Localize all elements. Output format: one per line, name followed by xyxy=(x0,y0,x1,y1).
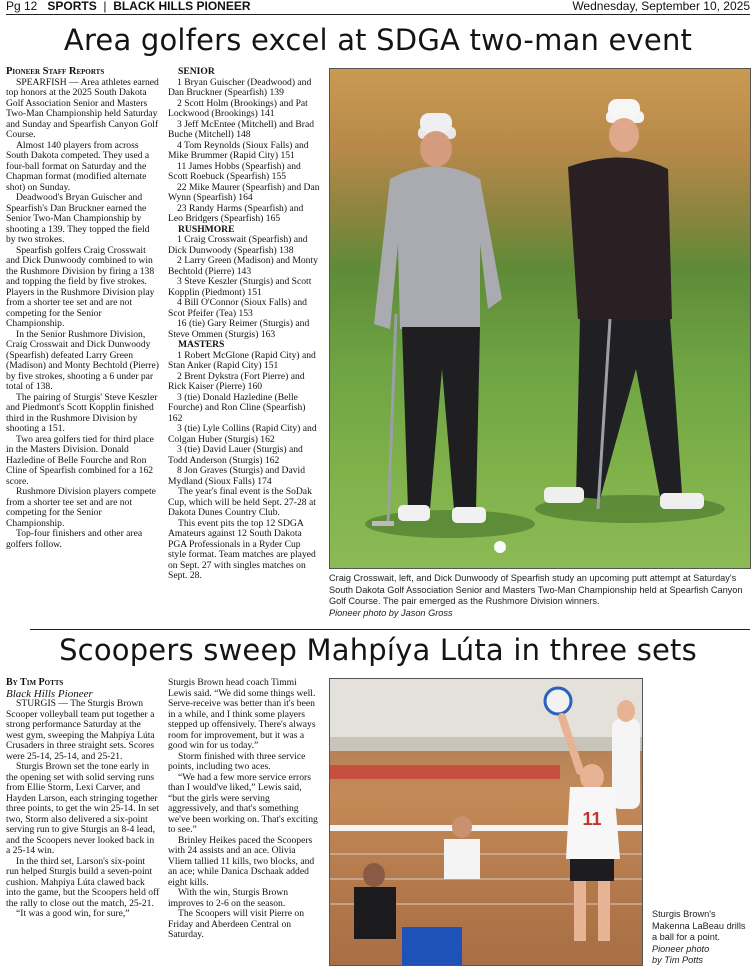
golfers-illustration xyxy=(330,69,751,569)
paragraph: 22 Mike Maurer (Spearfish) and Dan Wynn (Spearfish) 164 xyxy=(168,181,320,203)
paragraph: 2 Scott Holm (Brookings) and Pat Lockwood (Brookings) 141 xyxy=(168,97,308,119)
volleyball-photo xyxy=(329,678,643,966)
folio-date: Wednesday, September 10, 2025 xyxy=(572,0,750,13)
folio-left xyxy=(6,0,251,13)
paragraph: Storm finished with three service points, including two aces. xyxy=(168,750,306,772)
senior-results xyxy=(168,78,320,225)
paragraph: 2 Larry Green (Madison) and Monty Bechtold (Pierre) 143 xyxy=(168,255,318,277)
paragraph: In the third set, Larson's six-point run helped Sturgis build a seven-point cushion. Mahpíya Lúta clawed back into the game, but the Scoopers held off the rally to close out the match, 25-21. xyxy=(6,855,160,909)
golf-photo-credit: Pioneer photo by Jason Gross xyxy=(329,607,453,618)
paragraph: The year's final event is the SoDak Cup, which will be held Sept. 27-28 at Dakota Dunes Country Club. xyxy=(168,486,316,518)
paragraph: Sturgis Brown head coach Timmi Lewis said. “We did some things well. Serve-receive was better than it's been in a while, and I think some players stepped up offensively. There's always room for improvement, but it was a good win for us today.” xyxy=(168,678,316,751)
paragraph: The pairing of Sturgis' Steve Keszler and Piedmont's Scott Kopplin finished third in the Rushmore Division by shooting a 151. xyxy=(6,391,158,434)
golf-closing xyxy=(168,487,320,582)
volleyball-column-1 xyxy=(6,678,160,968)
rushmore-heading: RUSHMORE xyxy=(178,223,235,235)
paragraph: 3 (tie) David Lauer (Sturgis) and Todd Anderson (Sturgis) 162 xyxy=(168,444,303,466)
paragraph: 1 Bryan Guischer (Deadwood) and Dan Bruckner (Spearfish) 139 xyxy=(168,76,312,98)
paragraph: 4 Tom Reynolds (Sioux Falls) and Mike Brummer (Rapid City) 151 xyxy=(168,139,309,161)
paragraph: The Scoopers will visit Pierre on Friday and Aberdeen Central on Saturday. xyxy=(168,908,305,940)
golf-caption xyxy=(329,573,751,619)
masters-results xyxy=(168,351,320,488)
paragraph: 3 Jeff McEntee (Mitchell) and Brad Buche (Mitchell) 148 xyxy=(168,118,315,140)
paragraph: 3 Steve Keszler (Sturgis) and Scott Kopplin (Piedmont) 151 xyxy=(168,276,312,298)
paragraph: 16 (tie) Gary Reimer (Sturgis) and Steve Ommen (Sturgis) 163 xyxy=(168,318,310,340)
paper-name: BLACK HILLS PIONEER xyxy=(113,0,251,13)
volleyball-byline: By Tim Potts xyxy=(6,678,64,688)
paragraph: 1 Robert McGlone (Rapid City) and Stan Anker (Rapid City) 151 xyxy=(168,349,316,371)
volleyball-photo-credit-2: by Tim Potts xyxy=(652,955,703,966)
golf-photo xyxy=(329,68,751,569)
paragraph: Almost 140 players from across South Dakota competed. They used a four-ball format on Saturday and the Chapman format (modified alternate shot) on Sunday. xyxy=(6,139,150,193)
page-folio xyxy=(6,0,750,15)
paragraph: “We had a few more service errors than I would've liked,” Lewis said, “but the girls were serving aggressively, and that's something we've been working on. That's exciting to see.” xyxy=(168,771,318,835)
volleyball-byline-org: Black Hills Pioneer xyxy=(6,687,93,700)
paragraph: 8 Jon Graves (Sturgis) and David Mydland (Sioux Falls) 174 xyxy=(168,465,305,487)
folio-separator: | xyxy=(103,0,107,13)
paragraph: Two area golfers tied for third place in the Masters Division. Donald Hazledine of Belle Fourche and Ron Cline of Spearfish combined for a 162 score. xyxy=(6,433,154,487)
paragraph: Deadwood's Bryan Guischer and Spearfish's Dan Bruckner earned the Senior Two-Man Championship by shooting a 139. They topped the field by two strokes. xyxy=(6,192,150,245)
golf-byline: Pioneer Staff Reports xyxy=(6,67,105,77)
paragraph: Spearfish golfers Craig Crosswait and Dick Dunwoody combined to win the Rushmore Division by firing a 138 and topping the field by five strokes. Players in the Rushmore Division play from a shorter tee set and are not competing for the Senior Championship. xyxy=(6,244,155,329)
section-name: SPORTS xyxy=(47,0,97,13)
paragraph: In the Senior Rushmore Division, Craig Crosswait and Dick Dunwoody (Spearfish) defeated Larry Green (Madison) and Monty Bechtold (Pierre) by five strokes, shooting a 6 under par total of 138. xyxy=(6,328,159,392)
paragraph: STURGIS — The Sturgis Brown Scooper volleyball team put together a strong performance Saturday at the west gym, sweeping the Mahpíya Lúta Crusaders in three straight sets. Scores were 25-14, 25-14, and 25-21. xyxy=(6,698,155,762)
rushmore-results xyxy=(168,235,320,340)
paragraph: 3 (tie) Lyle Collins (Rapid City) and Colgan Huber (Sturgis) 162 xyxy=(168,423,317,445)
senior-heading: SENIOR xyxy=(178,67,215,77)
golf-column-1 xyxy=(6,67,160,619)
paragraph: 11 James Hobbs (Spearfish) and Scott Roebuck (Spearfish) 155 xyxy=(168,160,301,182)
volleyball-column-2 xyxy=(168,678,320,968)
paragraph: This event pits the top 12 SDGA Amateurs against 12 South Dakota PGA Professionals in a Ryder Cup style format. Team matches are played on Sept. 27 with singles matches on Sept. 28. xyxy=(168,517,316,581)
volleyball-caption xyxy=(652,909,752,967)
paragraph: 3 (tie) Donald Hazledine (Belle Fourche) and Ron Cline (Spearfish) 162 xyxy=(168,391,306,424)
jersey-number: 11 xyxy=(582,809,602,829)
golf-headline: Area golfers excel at SDGA two-man event xyxy=(63,23,693,57)
section-divider xyxy=(30,629,750,630)
paragraph: 2 Brent Dykstra (Fort Pierre) and Rick Kaiser (Pierre) 160 xyxy=(168,370,305,392)
page-number: Pg 12 xyxy=(6,0,38,13)
volleyball-col1-body xyxy=(6,699,160,920)
volleyball-caption-text: Sturgis Brown's Makenna LaBeau drills a ball for a point. xyxy=(652,909,746,943)
paragraph: Rushmore Division players compete from a shorter tee set and are not competing for the Senior Championship. xyxy=(6,486,156,529)
masters-heading: MASTERS xyxy=(178,339,225,350)
volleyball-photo-credit-1: Pioneer photo xyxy=(652,943,710,954)
paragraph: “It was a good win, for sure,” xyxy=(16,908,130,919)
paragraph: 1 Craig Crosswait (Spearfish) and Dick Dunwoody (Spearfish) 138 xyxy=(168,234,308,256)
paragraph: 4 Bill O'Connor (Sioux Falls) and Scot Pfeifer (Tea) 153 xyxy=(168,297,307,319)
volleyball-headline: Scoopers sweep Mahpíya Lúta in three sets xyxy=(59,633,697,667)
paragraph: Sturgis Brown set the tone early in the opening set with solid serving runs from Ellie Storm, Lexi Carver, and Hayden Larson, each stringing together three points, to get the win 25-14. In set two, Storm also delivered a six-point serving run to give Sturgis an 8-4 lead, and the Scoopers never looked back in a 25-14 win. xyxy=(6,761,159,856)
paragraph: With the win, Sturgis Brown improves to 2-6 on the season. xyxy=(168,887,289,909)
volleyball-illustration xyxy=(330,679,643,966)
golf-caption-text: Craig Crosswait, left, and Dick Dunwoody of Spearfish study an upcoming putt attempt at Saturday's South Dakota Golf Association Senior and Masters Two-Man Championship held at Spearfish Canyon Golf Course. The pair emerged as the Rushmore Division winners. xyxy=(329,573,743,607)
paragraph: Brinley Heikes paced the Scoopers with 24 assists and an ace. Olivia Vliem tallied 11 kills, two blocks, and an ace; while Danica Dschaak added eight kills. xyxy=(168,834,315,888)
golf-col1-body xyxy=(6,78,160,551)
paragraph: 23 Randy Harms (Spearfish) and Leo Bridgers (Spearfish) 165 xyxy=(168,202,304,224)
paragraph: Top-four finishers and other area golfers follow. xyxy=(6,528,143,550)
golf-column-2 xyxy=(168,67,320,619)
volleyball-col2-body xyxy=(168,678,320,941)
paragraph: SPEARFISH — Area athletes earned top honors at the 2025 South Dakota Golf Association Senior and Masters Two-Man Championship held Saturday and Sunday and Spearfish Canyon Golf Course. xyxy=(6,76,159,140)
